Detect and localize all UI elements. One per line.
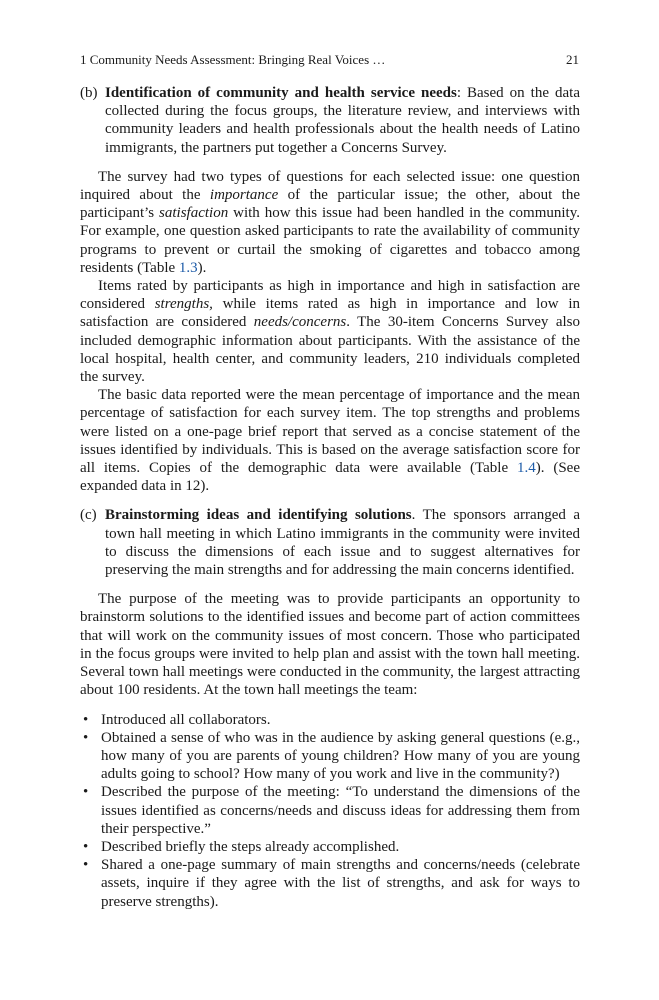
table-ref-link[interactable]: 1.3	[178, 259, 198, 276]
bullet-icon: •	[83, 857, 89, 874]
paragraph-strengths: Items rated by participants as high in importance and high in satisfaction are considered strengths, while items rated as high in importance and low in satisfaction are considered needs/concerns. The 30-item Concerns Survey also included demographic information about participants. With the assistance of the local hospital, health center, and community leaders, 210 individuals completed the survey.	[80, 278, 580, 386]
item-title: Brainstorming ideas and identifying solutions	[105, 507, 412, 524]
paragraph-basic-data: The basic data reported were the mean percentage of importance and the mean percentage of satisfaction for each survey item. The top strengths and problems were listed on a one-page brief report that served as a concise statement of the issues identified by individuals. This is based on the average satisfaction score for all items. Copies of the demographic data were available (Table 1.4). (See expanded data in 12).	[80, 387, 580, 495]
running-header	[80, 52, 579, 68]
list-item: • Introduced all collaborators.	[80, 711, 580, 729]
bullet-icon: •	[83, 729, 89, 746]
list-item: • Described the purpose of the meeting: “To understand the dimensions of the issues identified as concerns/needs and discuss ideas for addressing them from their perspective.”	[80, 783, 580, 838]
bullet-list	[80, 711, 580, 911]
item-text: Identification of community and health service needs: Based on the data collected during the focus groups, the literature review, and interviews with community leaders and health professionals about the health needs of Latino immigrants, the partners put together a Concerns Survey.	[105, 85, 580, 156]
list-item: • Obtained a sense of who was in the audience by asking general questions (e.g., how many of you are parents of young children? How many of you are young adults going to school? How many of you work and live in the community?)	[80, 729, 580, 784]
running-title: 1 Community Needs Assessment: Bringing Real Voices …	[80, 52, 386, 67]
item-label: (c)	[80, 507, 97, 524]
paragraph-meeting-purpose: The purpose of the meeting was to provide participants an opportunity to brainstorm solutions to the identified issues and become part of action committees that will work on the community issues of most concern. Those who participated in the focus groups were invited to help plan and assist with the town hall meeting. Several town hall meetings were conducted in the community, the largest attracting about 100 residents. At the town hall meetings the team:	[80, 591, 580, 699]
bullet-icon: •	[83, 784, 89, 801]
table-ref-link[interactable]: 1.4	[516, 460, 536, 477]
item-title: Identification of community and health service needs	[105, 85, 457, 101]
list-item-b	[80, 84, 580, 157]
list-item: • Shared a one-page summary of main strengths and concerns/needs (celebrate assets, inquire if they agree with the list of strengths, and ask for ways to preserve strengths).	[80, 856, 580, 911]
paragraph-survey-types: The survey had two types of questions for each selected issue: one question inquired about the importance of the particular issue; the other, about the participant’s satisfaction with how this issue had been handled in the community. For example, one question asked participants to rate the availability of community programs to prevent or curtail the smoking of cigarettes and tobacco among residents (Table 1.3).	[80, 168, 580, 276]
bullet-icon: •	[83, 711, 89, 728]
item-text: Brainstorming ideas and identifying solutions. The sponsors arranged a town hall meeting in which Latino immigrants in the community were invited to discuss the dimensions of each issue and to suggest alternatives for preserving the main strengths and for addressing the main concerns identified.	[105, 507, 580, 579]
body-text	[80, 84, 580, 911]
page-number: 21	[566, 52, 579, 67]
list-item: • Described briefly the steps already accomplished.	[80, 838, 580, 856]
item-label: (b)	[80, 85, 98, 101]
bullet-icon: •	[83, 838, 89, 855]
list-item-c	[80, 506, 580, 579]
